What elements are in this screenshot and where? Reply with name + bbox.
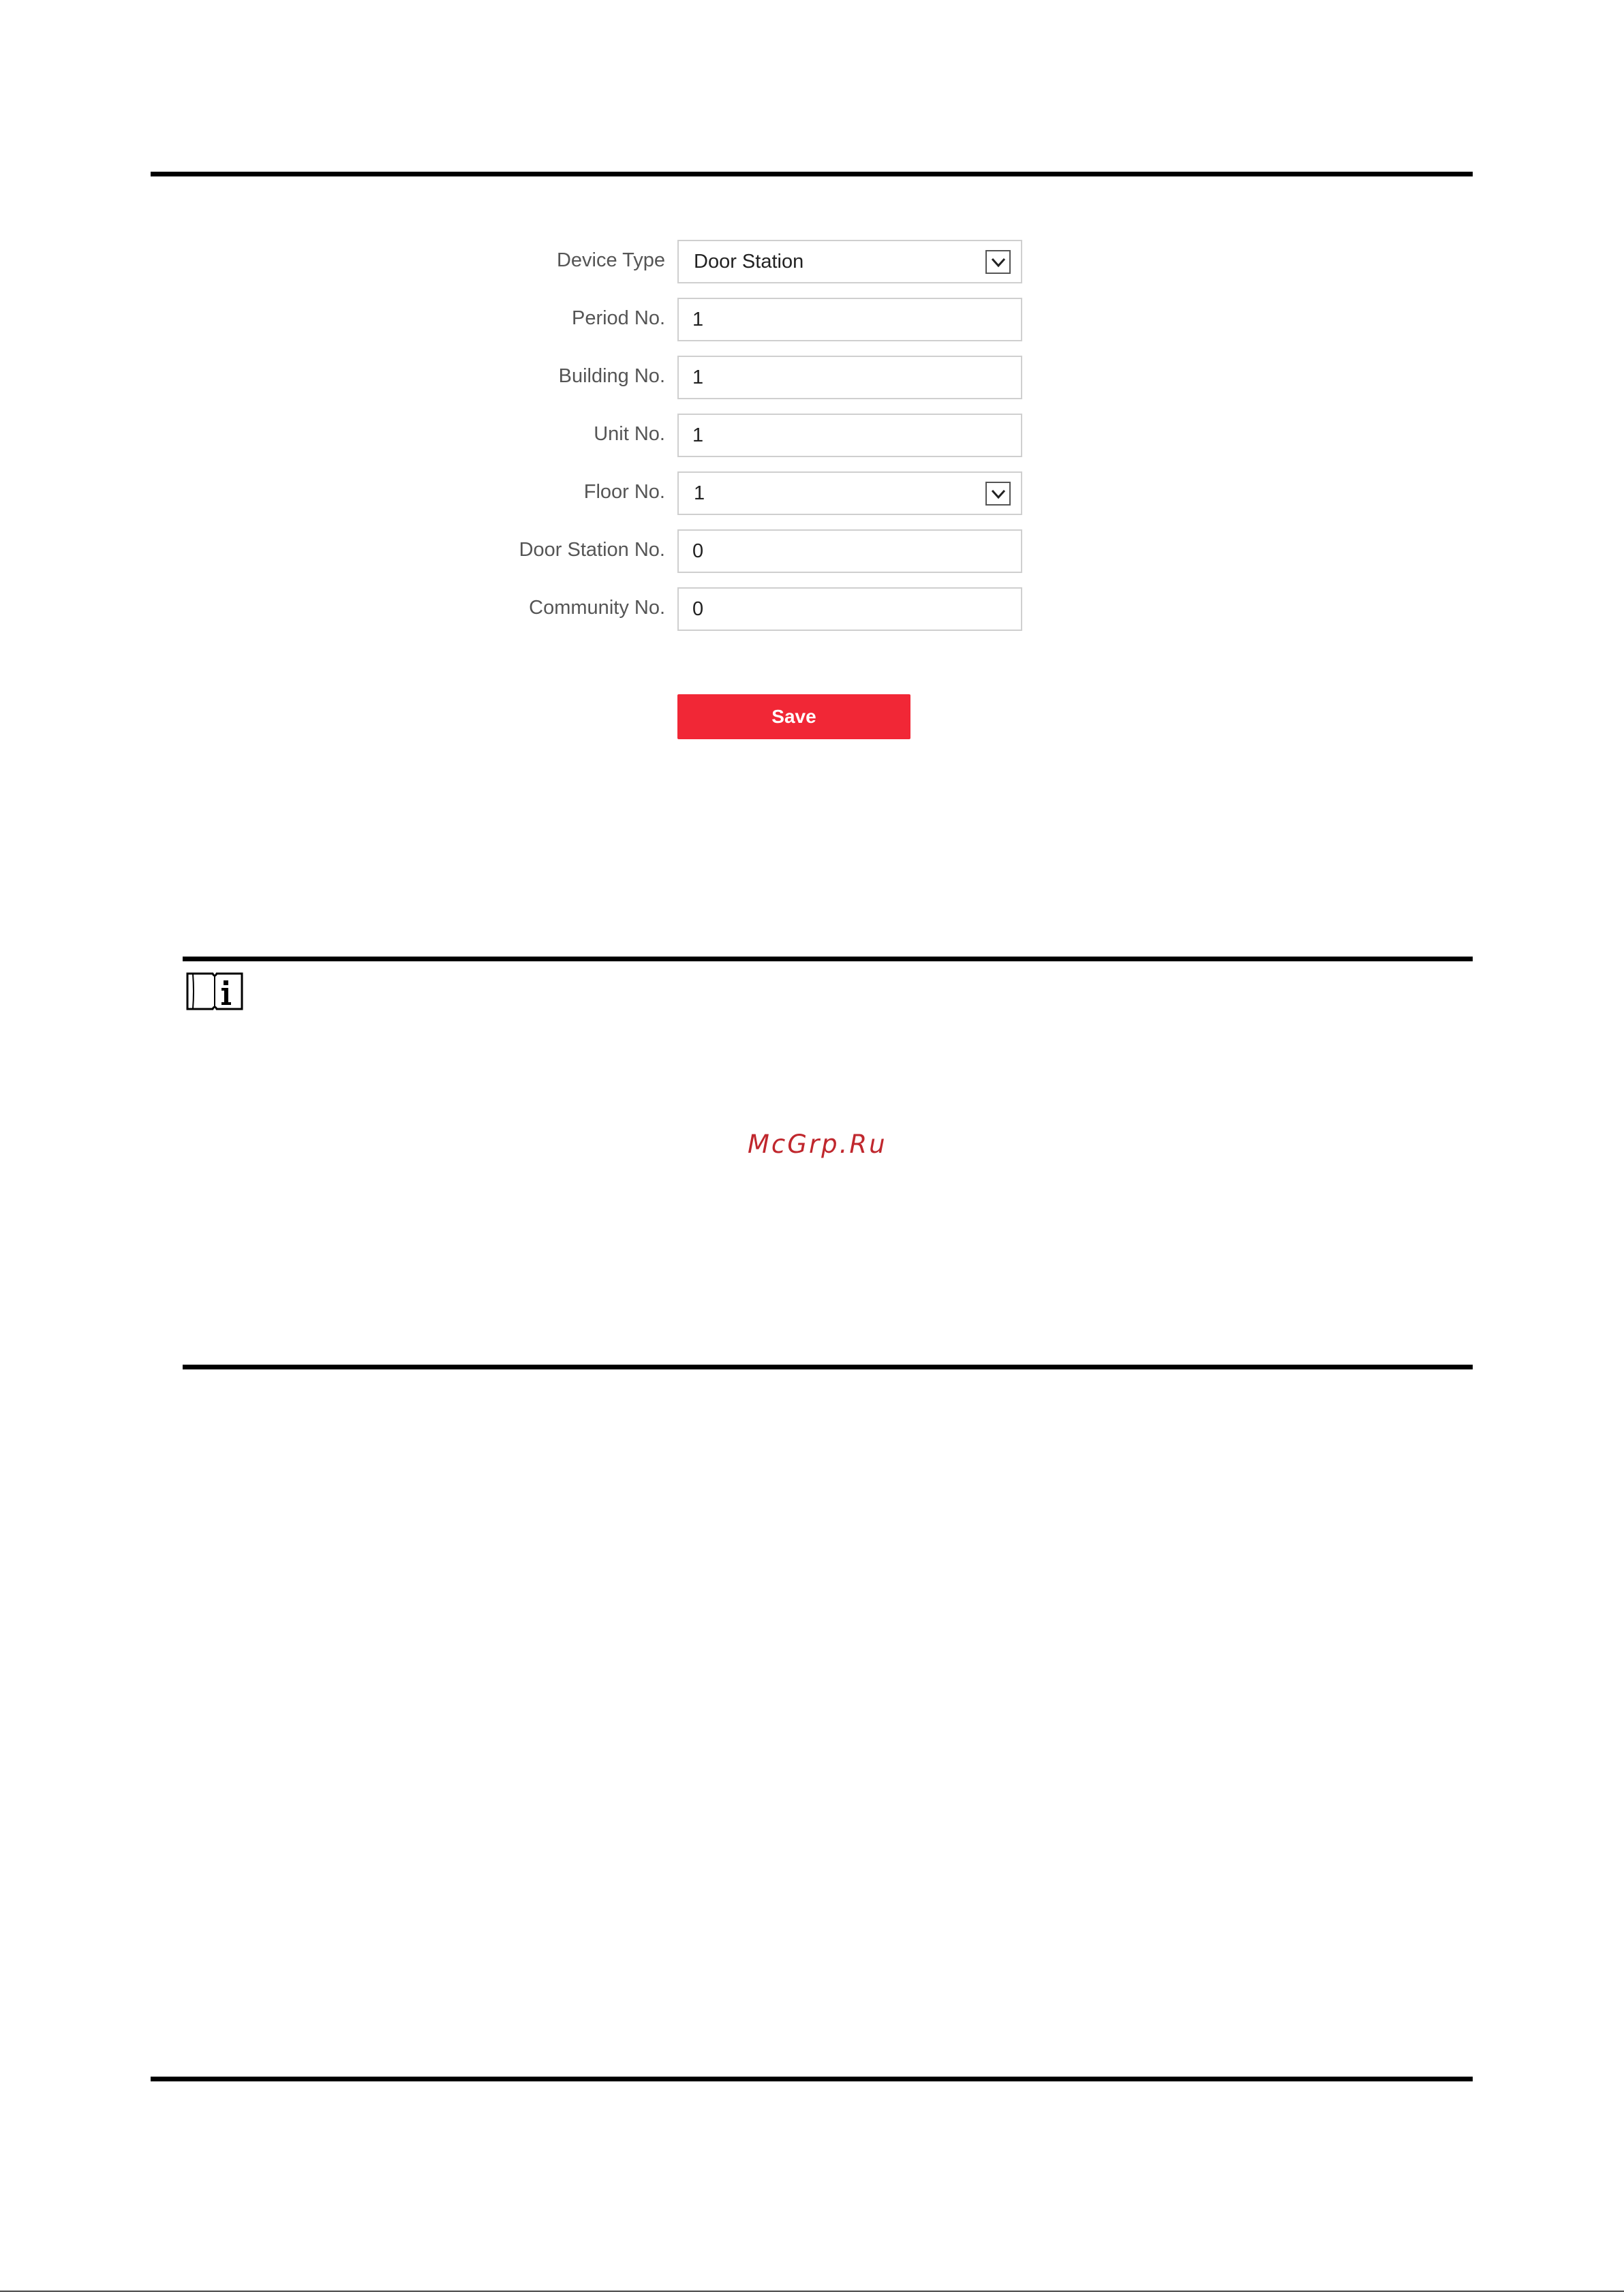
door-station-no-row <box>477 529 1029 574</box>
note-divider-top <box>183 957 1473 961</box>
top-divider <box>151 172 1473 176</box>
floor-no-label: Floor No. <box>583 481 665 503</box>
chevron-down-icon[interactable] <box>985 482 1011 506</box>
building-no-label: Building No. <box>558 365 665 387</box>
device-type-select[interactable] <box>677 240 1022 283</box>
floor-no-select[interactable] <box>677 471 1022 515</box>
floor-no-value: 1 <box>694 482 705 504</box>
bottom-divider <box>151 2077 1473 2081</box>
community-no-row <box>477 587 1029 632</box>
unit-no-label: Unit No. <box>594 423 665 445</box>
community-no-input[interactable]: 0 <box>677 587 1022 631</box>
note-divider-bottom <box>183 1365 1473 1369</box>
save-button[interactable]: Save <box>677 694 910 739</box>
device-type-value: Door Station <box>694 251 804 273</box>
building-no-row <box>477 356 1029 401</box>
period-no-row <box>477 298 1029 343</box>
door-station-no-input[interactable]: 0 <box>677 529 1022 573</box>
building-no-input[interactable]: 1 <box>677 356 1022 399</box>
community-no-label: Community No. <box>529 597 665 619</box>
note-book-info-icon <box>185 971 244 1010</box>
period-no-label: Period No. <box>571 307 665 329</box>
unit-no-row <box>477 414 1029 459</box>
period-no-input[interactable]: 1 <box>677 298 1022 341</box>
chevron-down-icon[interactable] <box>985 250 1011 274</box>
door-station-no-label: Door Station No. <box>519 539 665 561</box>
device-type-row <box>477 240 1029 285</box>
floor-no-row <box>477 471 1029 516</box>
watermark-text: McGrp.Ru <box>748 1130 887 1159</box>
device-type-label: Device Type <box>556 249 665 271</box>
page-edge-line <box>0 2291 1624 2292</box>
unit-no-input[interactable]: 1 <box>677 414 1022 457</box>
